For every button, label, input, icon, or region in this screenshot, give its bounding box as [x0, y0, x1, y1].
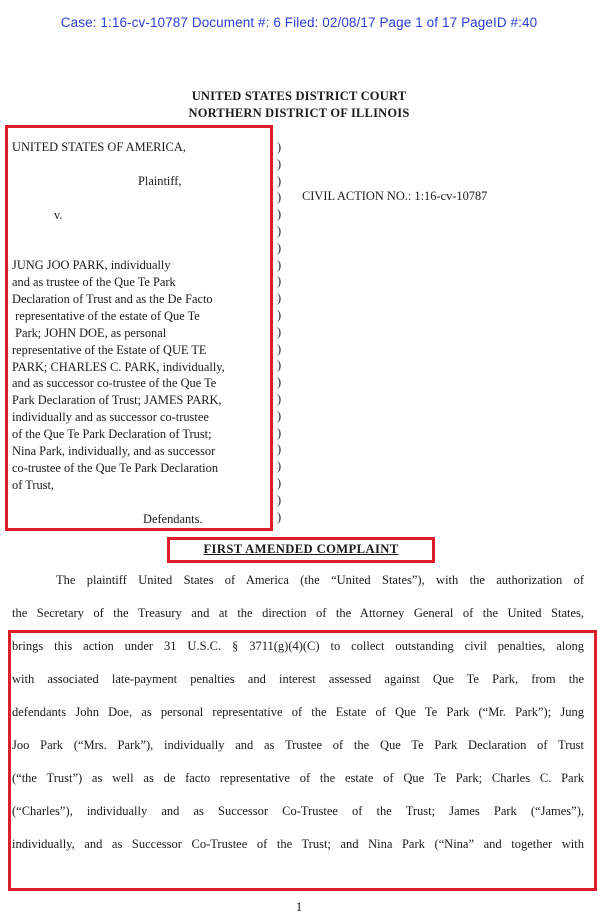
caption-paren: ): [277, 341, 282, 356]
page-number: 1: [295, 899, 303, 914]
caption-paren: ): [277, 223, 282, 238]
defendant-line: individually and as successor co-trustee: [12, 410, 209, 425]
defendant-line: Declaration of Trust and as the De Facto: [12, 292, 213, 307]
civil-action-number: CIVIL ACTION NO.: 1:16-cv-10787: [302, 189, 488, 203]
caption-paren: ): [277, 475, 282, 490]
court-heading: [0, 88, 598, 122]
body-line: individually, and as Successor Co-Trustee of the Trust; and Nina Park (“Nina” and together with: [12, 837, 584, 851]
highlight-box-title: [167, 537, 435, 563]
defendant-line: and as successor co-trustee of the Que Te: [12, 376, 217, 391]
court-district: NORTHERN DISTRICT OF ILLINOIS: [188, 106, 410, 120]
caption-paren: ): [277, 307, 282, 322]
defendant-line: Park; JOHN DOE, as personal: [12, 325, 167, 340]
caption-paren: ): [277, 459, 282, 474]
defendant-line: representative of the Estate of QUE TE: [12, 342, 207, 357]
defendant-line: Park Declaration of Trust; JAMES PARK,: [12, 393, 222, 408]
caption-paren: ): [277, 358, 282, 373]
defendant-line: of the Que Te Park Declaration of Trust;: [12, 427, 212, 442]
body-line: (“the Trust”) as well as de facto representative of the estate of Que Te Park; Charles C. Park: [12, 771, 584, 785]
highlight-box-caption: [5, 125, 273, 531]
caption-paren: ): [277, 140, 282, 154]
defendant-line: Nina Park, individually, and as successor: [12, 444, 216, 459]
plaintiff-label: Plaintiff,: [138, 173, 182, 188]
body-line: The plaintiff United States of America (the “United States”), with the authorization of: [56, 573, 584, 587]
body-line: with associated late-payment penalties and interest assessed against Que Te Park, from the: [12, 672, 584, 686]
highlight-box-body: [8, 630, 597, 891]
defendant-line: representative of the estate of Que Te: [12, 308, 200, 323]
caption-paren: ): [277, 190, 282, 205]
caption-paren: ): [277, 324, 282, 339]
defendant-line: JUNG JOO PARK, individually: [12, 258, 171, 273]
defendant-line: and as trustee of the Que Te Park: [12, 275, 176, 290]
defendant-line: PARK; CHARLES C. PARK, individually,: [12, 359, 225, 374]
versus-label: v.: [54, 207, 63, 222]
caption-paren: ): [277, 425, 282, 440]
caption-paren: ): [277, 442, 282, 457]
caption-paren: ): [277, 509, 282, 524]
court-name: UNITED STATES DISTRICT COURT: [191, 89, 407, 103]
body-line: defendants John Doe, as personal representative of the Estate of Que Te Park (“Mr. Park”); Jung: [12, 705, 584, 719]
case-header-stamp: Case: 1:16-cv-10787 Document #: 6 Filed: 02/08/17 Page 1 of 17 PageID #:40: [60, 15, 538, 30]
body-line: Joo Park (“Mrs. Park”), individually and as Trustee of the Que Te Park Declaration of Trust: [12, 738, 584, 752]
defendants-label: Defendants.: [143, 511, 203, 526]
caption-paren: ): [277, 173, 282, 188]
caption-paren-column: [277, 139, 281, 525]
caption-paren: ): [277, 408, 282, 423]
complaint-title: FIRST AMENDED COMPLAINT: [203, 542, 399, 556]
caption-paren: ): [277, 291, 282, 306]
caption-paren: ): [277, 375, 282, 390]
caption-paren: ): [277, 257, 282, 272]
defendant-line: co-trustee of the Que Te Park Declaration: [12, 460, 219, 475]
defendant-line: of Trust,: [12, 477, 55, 492]
caption-paren: ): [277, 274, 282, 289]
caption-paren: ): [277, 391, 282, 406]
caption-paren: ): [277, 207, 282, 222]
body-line: the Secretary of the Treasury and at the direction of the Attorney General of the United States,: [12, 606, 584, 620]
plaintiff-name: UNITED STATES OF AMERICA,: [12, 140, 186, 154]
caption-paren: ): [277, 156, 282, 171]
caption-paren: ): [277, 240, 282, 255]
caption-paren: ): [277, 492, 282, 507]
body-line: (“Charles”), individually and as Successor Co-Trustee of the Trust; James Park (“James”),: [12, 804, 584, 818]
body-line: brings this action under 31 U.S.C. § 3711(g)(4)(C) to collect outstanding civil penalties, along: [12, 639, 584, 653]
